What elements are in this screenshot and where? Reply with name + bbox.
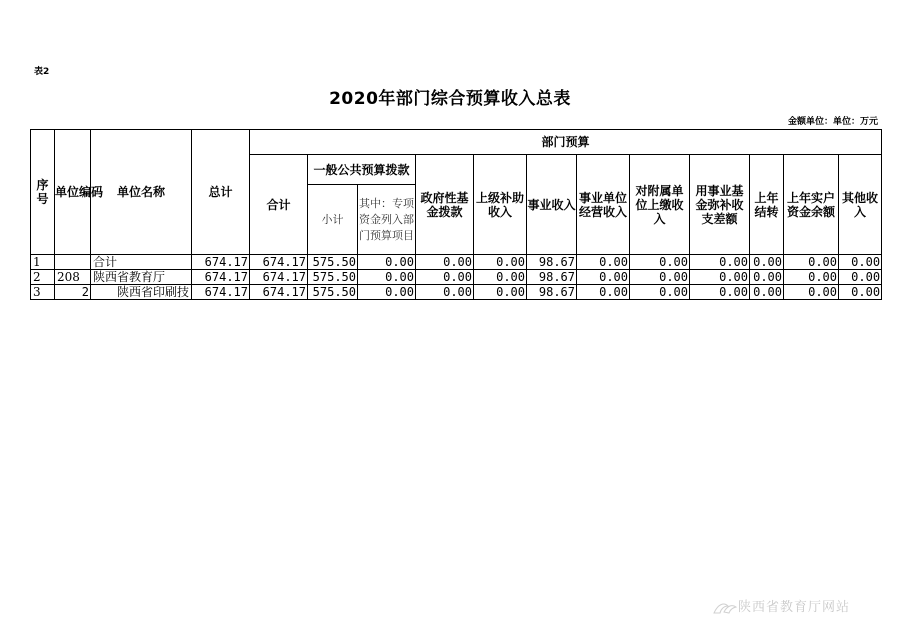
cell-superior: 0.00 (474, 270, 527, 285)
cell-affiliated: 0.00 (630, 285, 690, 300)
header-affiliated-turnover: 对附属单位上缴收入 (630, 155, 690, 255)
header-unit-code: 单位编码 (55, 130, 91, 255)
cell-small: 575.50 (308, 285, 358, 300)
header-superior-subsidy: 上级补助收入 (474, 155, 527, 255)
cell-carry: 0.00 (750, 285, 784, 300)
header-special-funds: 其中：专项资金列入部门预算项目 (358, 185, 416, 255)
watermark-text: 陕西省教育厅网站 (738, 600, 851, 615)
header-seq: 序号 (31, 130, 55, 255)
header-business-income: 事业收入 (527, 155, 577, 255)
table-row (31, 270, 882, 285)
cell-special: 0.00 (358, 255, 416, 270)
cell-operating: 0.00 (577, 270, 630, 285)
header-general-public: 一般公共预算拨款 (308, 155, 416, 185)
cell-fund: 0.00 (690, 270, 750, 285)
cell-small: 575.50 (308, 270, 358, 285)
cell-affiliated: 0.00 (630, 270, 690, 285)
cell-business: 98.67 (527, 270, 577, 285)
cell-balance: 0.00 (784, 255, 839, 270)
header-small-total: 小计 (308, 185, 358, 255)
cell-code: 2 (55, 285, 91, 300)
cell-business: 98.67 (527, 285, 577, 300)
cell-superior: 0.00 (474, 285, 527, 300)
cell-name: 陕西省教育厅 (91, 270, 192, 285)
cell-operating: 0.00 (577, 285, 630, 300)
cell-other: 0.00 (839, 255, 882, 270)
watermark (712, 596, 850, 616)
cell-other: 0.00 (839, 270, 882, 285)
header-last-year-balance: 上年实户资金余额 (784, 155, 839, 255)
header-unit-name: 单位名称 (91, 130, 192, 255)
cell-seq: 1 (31, 255, 55, 270)
cell-balance: 0.00 (784, 285, 839, 300)
amount-unit: 金额单位：单位：万元 (787, 117, 878, 127)
cell-sum: 674.17 (250, 270, 308, 285)
cell-fund: 0.00 (690, 255, 750, 270)
cell-code (55, 255, 91, 270)
cell-seq: 2 (31, 270, 55, 285)
cell-seq: 3 (31, 285, 55, 300)
cell-gov: 0.00 (416, 255, 474, 270)
budget-income-table (30, 129, 882, 300)
cell-business: 98.67 (527, 255, 577, 270)
cell-small: 575.50 (308, 255, 358, 270)
cell-gov: 0.00 (416, 285, 474, 300)
header-business-operating: 事业单位经营收入 (577, 155, 630, 255)
cell-special: 0.00 (358, 285, 416, 300)
cell-other: 0.00 (839, 285, 882, 300)
cell-superior: 0.00 (474, 255, 527, 270)
table-row (31, 255, 882, 270)
cell-total: 674.17 (192, 255, 250, 270)
cell-special: 0.00 (358, 270, 416, 285)
site-logo-icon (712, 600, 738, 616)
cell-balance: 0.00 (784, 270, 839, 285)
cell-gov: 0.00 (416, 270, 474, 285)
header-other-income: 其他收入 (839, 155, 882, 255)
header-subtotal-all: 合计 (250, 155, 308, 255)
cell-carry: 0.00 (750, 270, 784, 285)
table-row (31, 285, 882, 300)
header-fund-offset: 用事业基金弥补收支差额 (690, 155, 750, 255)
cell-sum: 674.17 (250, 285, 308, 300)
cell-name: 合计 (91, 255, 192, 270)
header-dept-budget: 部门预算 (250, 130, 882, 155)
cell-fund: 0.00 (690, 285, 750, 300)
page-title: 2020年部门综合预算收入总表 (329, 89, 571, 109)
header-gov-fund: 政府性基金拨款 (416, 155, 474, 255)
cell-code: 208 (55, 270, 91, 285)
cell-name: 陕西省印刷技 (91, 285, 192, 300)
cell-affiliated: 0.00 (630, 255, 690, 270)
table-number: 表2 (34, 67, 50, 77)
cell-sum: 674.17 (250, 255, 308, 270)
cell-operating: 0.00 (577, 255, 630, 270)
cell-total: 674.17 (192, 270, 250, 285)
cell-total: 674.17 (192, 285, 250, 300)
header-total: 总计 (192, 130, 250, 255)
cell-carry: 0.00 (750, 255, 784, 270)
header-last-year-carryover: 上年结转 (750, 155, 784, 255)
